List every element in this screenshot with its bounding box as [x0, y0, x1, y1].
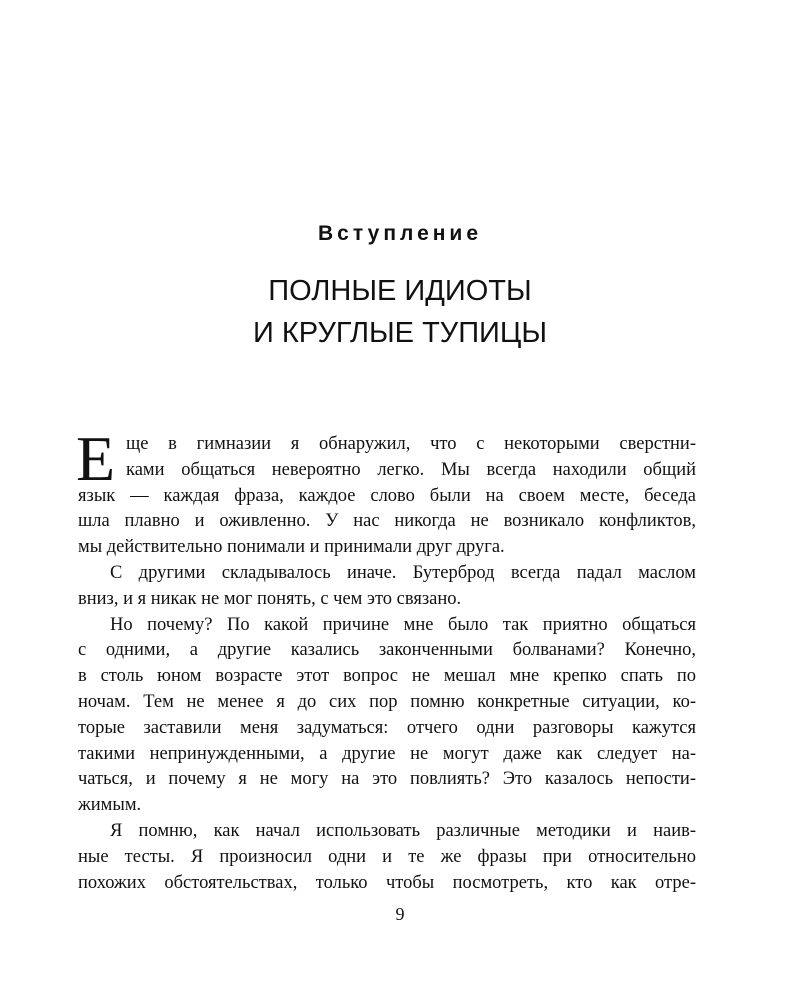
chapter-title: [0, 270, 800, 354]
text-line: торые заставили меня задуматься: отчего одни разговоры кажутся: [78, 717, 696, 738]
text-line: похожих обстоятельствах, только чтобы посмотреть, кто как отре-: [78, 872, 696, 893]
text-line: Я помню, как начал использовать различные методики и наив-: [110, 820, 696, 841]
chapter-title-line: ПОЛНЫЕ ИДИОТЫ: [268, 275, 532, 307]
text-line: ночам. Тем не менее я до сих пор помню конкретные ситуации, ко-: [78, 691, 696, 712]
text-line: шла плавно и оживленно. У нас никогда не возникало конфликтов,: [78, 511, 696, 532]
text-line: вниз, и я никак не мог понять, с чем это связано.: [78, 588, 462, 609]
chapter-title-line: И КРУГЛЫЕ ТУПИЦЫ: [252, 317, 548, 349]
text-line: Но почему? По какой причине мне было так приятно общаться: [110, 614, 696, 635]
text-line: С другими складывалось иначе. Бутерброд всегда падал маслом: [110, 562, 696, 583]
text-line: такими непринужденными, а другие не могут даже как следует на-: [78, 743, 696, 764]
body-text: [76, 423, 696, 896]
text-line: в столь юном возрасте этот вопрос не мешал мне крепко спать по: [78, 666, 696, 687]
text-line: ные тесты. Я произносил одни и те же фразы при относительно: [78, 846, 696, 867]
drop-cap: Е: [76, 423, 116, 494]
text-line: с одними, а другие казались законченными болванами? Конечно,: [78, 640, 696, 661]
text-line: чаться, и почему я не могу на это повлиять? Это казалось непости-: [78, 769, 696, 790]
text-line: жимым.: [78, 795, 142, 816]
text-line: ще в гимназии я обнаружил, что с некоторыми сверстни-: [126, 434, 696, 454]
chapter-label: Вступление: [317, 222, 483, 245]
text-line: язык — каждая фраза, каждое слово были на своем месте, беседа: [78, 485, 696, 506]
text-line: ками общаться невероятно легко. Мы всегда находили общий: [126, 459, 696, 480]
text-line: мы действительно понимали и принимали друг друга.: [78, 537, 505, 558]
page-number: 9: [395, 904, 405, 924]
